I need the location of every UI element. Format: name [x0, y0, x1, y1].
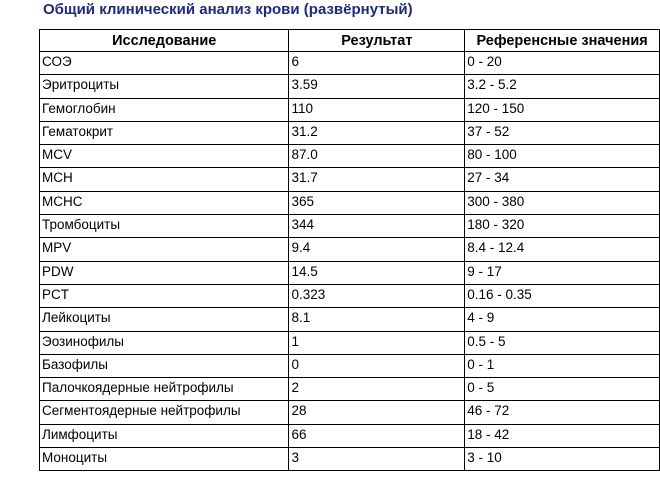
cell-test-name: Лейкоциты — [40, 308, 289, 331]
table-row — [40, 121, 660, 144]
table-row — [40, 448, 660, 471]
cell-reference-range: 80 - 100 — [465, 145, 660, 168]
cell-test-name: Гемоглобин — [40, 98, 289, 121]
cell-result: 2 — [289, 378, 465, 401]
cell-result: 66 — [289, 424, 465, 447]
cell-test-name: Моноциты — [40, 448, 289, 471]
table-header-row — [40, 30, 660, 52]
cell-result: 31.2 — [289, 121, 465, 144]
table-row — [40, 331, 660, 354]
cell-test-name: Сегментоядерные нейтрофилы — [40, 401, 289, 424]
header-test: Исследование — [40, 30, 289, 52]
cell-test-name: PDW — [40, 261, 289, 284]
cell-test-name: Базофилы — [40, 354, 289, 377]
cell-test-name: MPV — [40, 238, 289, 261]
cell-test-name: Тромбоциты — [40, 215, 289, 238]
cell-reference-range: 9 - 17 — [465, 261, 660, 284]
cell-test-name: Лимфоциты — [40, 424, 289, 447]
cell-reference-range: 37 - 52 — [465, 121, 660, 144]
table-row — [40, 145, 660, 168]
cell-test-name: Эритроциты — [40, 75, 289, 98]
table-row — [40, 75, 660, 98]
cell-test-name: СОЭ — [40, 52, 289, 75]
table-row — [40, 52, 660, 75]
cell-test-name: MCV — [40, 145, 289, 168]
cell-reference-range: 27 - 34 — [465, 168, 660, 191]
cell-result: 8.1 — [289, 308, 465, 331]
cell-reference-range: 3.2 - 5.2 — [465, 75, 660, 98]
cell-result: 3 — [289, 448, 465, 471]
page-title: Общий клинический анализ крови (развёрнутый) — [43, 1, 413, 18]
cell-reference-range: 0.16 - 0.35 — [465, 284, 660, 307]
cell-reference-range: 0 - 1 — [465, 354, 660, 377]
cell-reference-range: 46 - 72 — [465, 401, 660, 424]
header-reference: Референсные значения — [465, 30, 660, 52]
cell-test-name: PCT — [40, 284, 289, 307]
table-row — [40, 261, 660, 284]
cell-result: 1 — [289, 331, 465, 354]
cell-reference-range: 3 - 10 — [465, 448, 660, 471]
table-row — [40, 424, 660, 447]
table-row — [40, 98, 660, 121]
cell-reference-range: 180 - 320 — [465, 215, 660, 238]
cell-reference-range: 18 - 42 — [465, 424, 660, 447]
cell-test-name: MCHC — [40, 191, 289, 214]
cell-result: 87.0 — [289, 145, 465, 168]
table-row — [40, 308, 660, 331]
cell-result: 6 — [289, 52, 465, 75]
table-row — [40, 215, 660, 238]
cell-result: 365 — [289, 191, 465, 214]
cell-test-name: Гематокрит — [40, 121, 289, 144]
cell-reference-range: 0 - 5 — [465, 378, 660, 401]
blood-test-table — [39, 29, 660, 471]
cell-result: 3.59 — [289, 75, 465, 98]
table-row — [40, 238, 660, 261]
table-row — [40, 401, 660, 424]
cell-result: 31.7 — [289, 168, 465, 191]
table-body — [40, 52, 660, 471]
cell-reference-range: 8.4 - 12.4 — [465, 238, 660, 261]
cell-result: 9.4 — [289, 238, 465, 261]
cell-test-name: Палочкоядерные нейтрофилы — [40, 378, 289, 401]
cell-result: 344 — [289, 215, 465, 238]
table-row — [40, 284, 660, 307]
header-result: Результат — [289, 30, 465, 52]
cell-result: 0.323 — [289, 284, 465, 307]
table-row — [40, 191, 660, 214]
cell-test-name: Эозинофилы — [40, 331, 289, 354]
cell-result: 14.5 — [289, 261, 465, 284]
cell-reference-range: 0 - 20 — [465, 52, 660, 75]
cell-reference-range: 4 - 9 — [465, 308, 660, 331]
cell-test-name: MCH — [40, 168, 289, 191]
table-row — [40, 378, 660, 401]
cell-result: 110 — [289, 98, 465, 121]
table-row — [40, 168, 660, 191]
cell-result: 0 — [289, 354, 465, 377]
cell-reference-range: 0.5 - 5 — [465, 331, 660, 354]
table-row — [40, 354, 660, 377]
cell-reference-range: 300 - 380 — [465, 191, 660, 214]
cell-result: 28 — [289, 401, 465, 424]
cell-reference-range: 120 - 150 — [465, 98, 660, 121]
